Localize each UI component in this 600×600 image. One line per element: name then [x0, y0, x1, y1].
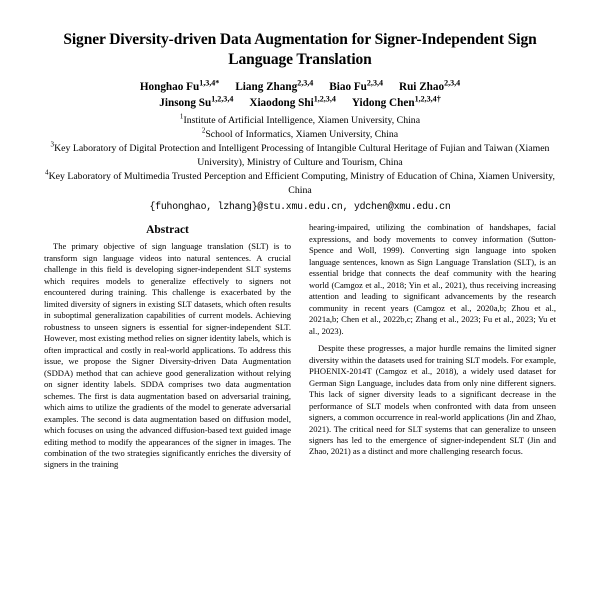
right-column: [309, 222, 556, 477]
intro-paragraph: hearing-impaired, utilizing the combination of handshapes, facial expressions, and body movements to convey information (Sutton-Spence and Woll, 1999). Converting sign language into spoken language sentences, known as Sign Language Translation (SLT), is an essential bridge that connects the deaf community with the hearing world (Camgoz et al., 2018; Yin et al., 2021), thus receiving increasing attention and leading to significant advancements by the research community in recent years (Camgoz et al., 2020a,b; Zhou et al., 2021a,b; Chen et al., 2022b,c; Zhang et al., 2023; Fu et al., 2023; Yu et al., 2023).: [309, 222, 556, 336]
left-column: [44, 222, 291, 477]
intro-paragraph: Despite these progresses, a major hurdle remains the limited signer diversity within the datasets used for training SLT models. For example, PHOENIX-2014T (Camgoz et al., 2018), a widely used dataset for German Sign Language, includes data from only nine different signers. This lack of signer diversity leads to a significant decrease in the performance of SLT models when confronted with data from unseen signers, a common occurrence in real-world applications (Jin and Zhao, 2021). The critical need for SLT systems that can generalize to unseen signers has led to the emergence of signer-independent SLT (Jin and Zhao, 2021) as a distinct and more challenging research focus.: [309, 343, 556, 457]
affiliation-list: [44, 114, 556, 199]
author-affil-marker: 1,2,3,4: [313, 94, 336, 104]
author: Liang Zhang$^{2,3,4}$: [235, 78, 314, 93]
author-list: [44, 80, 556, 112]
affiliation: $^3$Key Laboratory of Digital Protection and Intelligent Processing of Intangible Cultural Heritage of Fujian and Taiwan (Xiamen University), Ministry of Culture and Tourism, China: [50, 140, 550, 168]
author: Honghao $Fu^{1,3,4*}$: [139, 78, 220, 93]
author-affil-marker: 2,3,4: [297, 78, 314, 88]
two-column-body: [44, 222, 556, 477]
author-affil-marker: 1,3,4*: [199, 78, 220, 88]
author-emails[interactable]: {fuhonghao, lzhang}@stu.xmu.edu.cn, ydchen@xmu.edu.cn: [149, 201, 451, 213]
author-line-2: [44, 96, 556, 112]
author: Biao Fu$^{2,3,4}$: [329, 78, 383, 93]
author-affil-marker: 1,2,3,4†: [414, 94, 441, 104]
author-affil-marker: 1,2,3,4: [211, 94, 234, 104]
affiliation: $^4$Key Laboratory of Multimedia Trusted Perception and Efficient Computing, Ministry of Education of China, Xiamen University, China: [45, 168, 555, 197]
author-affil-marker: 2,3,4: [366, 78, 383, 88]
author-affil-marker: 2,3,4: [444, 78, 461, 88]
abstract-heading: Abstract: [146, 224, 189, 237]
page-title: Signer Diversity-driven Data Augmentation for Signer-Independent Sign Language Translation: [63, 31, 537, 69]
author: Rui Zhao$^{2,3,4}$: [399, 78, 461, 93]
affiliation: $^2$School of Informatics, Xiamen University, China: [201, 126, 399, 140]
abstract-paragraph: The primary objective of sign language translation (SLT) is to transform sign language videos into natural sentences. A crucial challenge in this field is developing signer-independent SLT systems which requires models to generalize effectively to signers not encountered during training. This challenge is exacerbated by the limited diversity of signers in existing SLT datasets, which often results in suboptimal generalization capabilities of current models. Achieving robustness to unseen signers is essential for signer-independent SLT. However, most existing method relies on signer identity labels, which is often impractical and costly in real-world applications. To address this issue, we propose the Signer Diversity-driven Data Augmentation (SDDA) method that can achieve good generalization without relying on signer identity labels. SDDA comprises two data augmentation schemes. The first is data augmentation based on adversarial training, which aims to utilize the gradients of the model to generate adversarial examples. The second is data augmentation based on diffusion model, which focuses on using the advanced diffusion-based text guided image editing method to modify the appearances of the signer in images. The combination of the two strategies significantly enriches the diversity of signers in the training: [44, 241, 291, 470]
author: Jinsong Su$^{1,2,3,4}$: [159, 94, 234, 109]
author: Yidong Chen$^{1,2,3,4\dagger}$: [351, 94, 441, 109]
author-line-1: [44, 80, 556, 96]
author: Xiaodong Shi$^{1,2,3,4}$: [249, 94, 336, 109]
affiliation: $^1$Institute of Artificial Intelligence, Xiamen University, China: [179, 112, 421, 126]
